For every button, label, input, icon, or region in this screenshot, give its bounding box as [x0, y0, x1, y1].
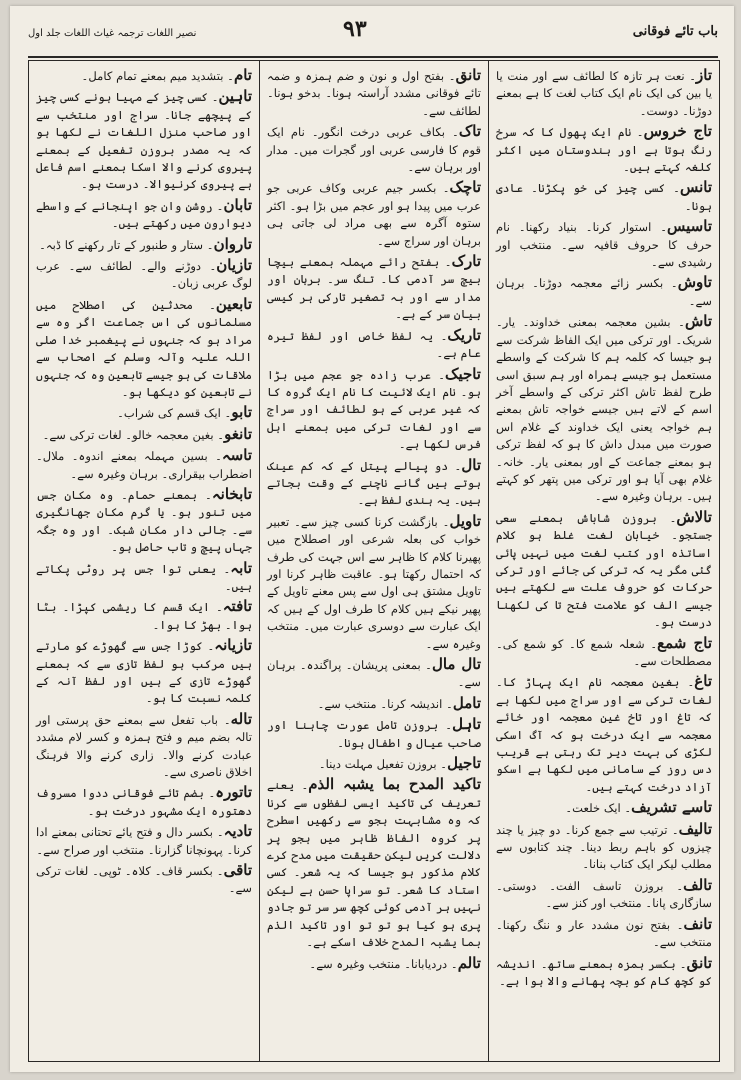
dictionary-entry: [36, 236, 252, 254]
entry-definition: ۔ کوڑا جس سے گھوڑے کو مارتے ہیں مرکب ہو لفظ تازی سے کہ بمعنے گھوڑے تازی کے ہیں اور لفظ آنہ کے کلمہ نسبت کا ہو۔: [36, 639, 252, 706]
entry-definition: ۔ روشن وان جو اپنجانے کے واسطے دیوارون میں رکھتے ہیں۔: [36, 198, 252, 231]
entry-headword: تاک: [458, 122, 481, 141]
entry-definition: ۔ بروزن تفعیل مہلت دینا۔: [318, 757, 448, 772]
entry-headword: تاز: [696, 66, 712, 84]
entry-headword: تاسے تشریف: [631, 798, 712, 817]
entry-headword: تارک: [451, 252, 481, 271]
dictionary-entry: [36, 296, 252, 401]
dictionary-entry: [36, 560, 252, 596]
entry-definition: ۔ شعلہ شمع کا۔ کو شمع کی۔ مصطلحات سے۔: [496, 636, 712, 668]
entry-headword: تابخانہ: [211, 484, 252, 503]
entry-definition: ۔ بکسر جیم عربی وکاف عربی جو عرب میں پیدا ہو اور عجم میں بڑا ہو۔ اکثر ستوہ آگرہ سے بھی مراد لی جاتی ہی برہان اور سراج سے۔: [267, 181, 481, 248]
entry-headword: تاج شمع: [657, 633, 712, 652]
dictionary-entry: [496, 821, 712, 874]
dictionary-entry: [267, 253, 481, 324]
dictionary-entry: [267, 776, 481, 951]
dictionary-entry: [267, 716, 481, 752]
entry-definition: ۔ دوڑنے والے۔ لطائف سے۔ عرب لوگ عربی زبان۔: [36, 259, 252, 291]
entry-definition: ۔ بسین مہملہ بمعنے اندوہ۔ ملال۔ اضطراب بیقراری۔ برہان وغیرہ سے۔: [36, 449, 252, 481]
dictionary-entry: [496, 179, 712, 215]
book-title: نصیر اللغات ترجمہ غیاث اللغات جلد اول: [28, 28, 197, 39]
entry-definition: ۔ دردیابانا۔ منتخب وغیرہ سے۔: [309, 956, 458, 971]
dictionary-entry: [267, 656, 481, 692]
entry-definition: ۔ عرب زادہ جو عجم میں بڑا ہو۔ نام ایک لائیت کا نام ایک گروہ کا کہ غیر عربی کے ہو لطائف اور سراج سے اور لغات ترکی میں بمعنے اہل فرس لکھا ہے۔: [267, 367, 481, 452]
dictionary-entry: [267, 67, 481, 120]
entry-headword: تاوش: [677, 273, 712, 292]
dictionary-entry: [36, 197, 252, 233]
entry-headword: تالیف: [678, 819, 712, 838]
entry-definition: ۔ بفتح اول و نون و ضم ہمزہ و ضمہ تائے فوقانی مشدد آراستہ ہونا۔ بدخو ہونا۔ لطائف سے۔: [267, 69, 481, 118]
entry-headword: تاقی: [223, 861, 252, 880]
entry-headword: تاہین: [218, 87, 252, 106]
dictionary-entry: [36, 637, 252, 708]
dictionary-entry: [36, 711, 252, 782]
dictionary-entry: [267, 457, 481, 510]
entry-headword: تاسہ: [221, 446, 252, 465]
dictionary-entry: [267, 755, 481, 773]
entry-definition: ۔ بازگشت کرنا کسی چیز سے۔ تعبیر خواب کی بعلہ شرعی اور اصطلاح میں پھیرنا کلام کا ظاہر سے اس جہت کی طرف کہ احتمال رکھتا ہو۔ عاقبت ظاہر کرنا اور تاویل مشتق ہی اول سے پس معنے تاویل کے پھیر نیکے ہیں کلام کا طرف اول کے ہیں کہ ایک عبارت سے دوسری عبارت میں۔ منتخب وغیرہ سے۔: [267, 514, 481, 651]
dictionary-entry: [36, 486, 252, 557]
entry-definition: ۔ بفتح نون مشدد عار و ننگ رکھنا۔ منتخب سے۔: [496, 917, 712, 950]
dictionary-entry: [36, 88, 252, 193]
dictionary-entry: [267, 123, 481, 176]
entry-headword: تانغو: [224, 424, 252, 443]
entry-definition: ۔ بغین معجمہ نام ایک پہاڑ کا۔ لغات ترکی سے اور سراج میں لکھا ہے کہ تاغ اور تاخ غین معجمہ اور خائے معجمہ سے ایک درخت ہو کہ آگ اسکی لکڑی کی بہت دیر تک رہتی ہے قریب دس روز کے سامانی میں لکھا ہے اسکو آزاد درخت کہتے ہیں۔: [496, 675, 712, 794]
page-number: ۹۳: [343, 16, 367, 42]
entry-definition: ۔ بکسر ہمزہ بمعنے ساتھ۔ اندیشہ کو کچھ کام کو بچہ پھانے والا ہوا ہے۔: [496, 956, 712, 988]
entry-headword: تاسیس: [667, 217, 712, 236]
dictionary-entry: [496, 274, 712, 310]
dictionary-entry: [496, 67, 712, 120]
entry-definition: ۔ کسی چیز کی خو پکڑنا۔ عادی ہونا۔: [496, 181, 712, 213]
entry-definition: ۔ ستار و طنبور کے تار رکھنے کا ڈبہ۔: [39, 237, 214, 252]
dictionary-entry: [267, 695, 481, 713]
entry-headword: تابعین: [215, 294, 252, 313]
entry-headword: تابان: [223, 195, 252, 214]
dictionary-entry: [496, 799, 712, 817]
dictionary-entry: [496, 916, 712, 952]
entry-headword: تانق: [455, 66, 481, 84]
dictionary-entry: [496, 673, 712, 796]
entry-definition: ۔ نام ایک پھول کا کہ سرخ رنگ ہوتا ہے اور ہندوستان میں اکثر کلغہ کہتے ہیں۔: [496, 125, 712, 175]
entry-definition: ۔ نعت ہر تازہ کا لطائف سے اور منت یا یا بین کی ایک نام ایک کتاب لغت کا ہے بمعنے دوڑنا۔ دوست۔: [496, 69, 712, 118]
dictionary-entry: [36, 598, 252, 634]
entry-definition: ۔ بکسر قاف۔ کلاہ۔ ٹوپی۔ لغات ترکی سے۔: [36, 864, 252, 896]
entry-definition: ۔ بکاف عربی درخت انگور۔ نام ایک قوم کا فارسی عربی اور گجرات میں۔ مدار اور برہان سے۔: [267, 125, 481, 175]
entry-definition: ۔ یعنے تعریف کی تاکید ایسی لفظوں سے کرنا کہ وہ مشابہت ہجو سے رکھیں اسطرح پر کروہ الفاظ ظاہر میں ہجو پر دلالت کریں لیکن حقیقت میں مدح کرے کلام مذکور ہو جیسا کہ یہ شعر۔ کسی استاد کا شعر۔ تو سراپا حسن ہے لیکن نہیں ہر آدمی کوئی کچھ سر سر تو جادو پری ہو کیا ہو تو تو اور تاکید الذم بما یشبہ المدح خلاف اسکے ہے۔: [267, 778, 481, 950]
entry-definition: ۔ بتشدید میم بمعنے تمام کامل۔: [81, 69, 234, 83]
dictionary-entry: [496, 509, 712, 632]
entry-definition: ۔ یہ لفظ خاص اور لفظ تیرہ عام ہے۔: [267, 328, 481, 361]
entry-headword: تالم: [457, 953, 481, 972]
entry-headword: تاکید المدح بما یشبہ الذم: [308, 775, 482, 794]
entry-definition: ۔ استوار کرنا۔ بنیاد رکھنا۔ نام حرف کا حروف قافیہ سے۔ منتخب اور رشیدی سے۔: [496, 220, 712, 270]
entry-headword: تالف: [683, 875, 712, 894]
entry-headword: تاویل: [449, 511, 481, 530]
chapter-title: باب تائے فوقانی: [632, 24, 718, 39]
entry-headword: تاش: [684, 312, 712, 331]
column-middle: [259, 61, 489, 1061]
entry-headword: تانف: [683, 914, 712, 933]
entry-definition: ۔ اندیشہ کرنا۔ منتخب سے۔: [317, 696, 453, 711]
entry-headword: تالاش: [676, 507, 712, 526]
entry-definition: ۔ بغین معجمہ خالو۔ لغات ترکی سے۔: [42, 427, 225, 442]
dictionary-entry: [36, 257, 252, 293]
entry-definition: ۔ بشین معجمہ بمعنی خداوند۔ یار۔ شریک۔ اور ترکی میں ایک الفاظ شرکت سے ہو جیسا کہ کلمہ ہم کا شرکت کے واسطے مستعمل ہو جیسے ہمراہ اور ہم سبق اسی طرح لفظ تاش اکثر ترکی کے واسطے آخر اسم کے لاتے ہیں جیسے خواجہ تاش بمعنے ہم خواجہ یعنی ایک خداوند کے غلام اس صورت میں مبدل داش کا ہو کہ لفظ ترکی ہو بمعنے جماعت کے اور بمعنی یار۔ خانہ۔ غلام بھی آیا ہو اور ترکی میں پتھر کو کہتے ہیں۔ برہان وغیرہ سے۔: [496, 315, 712, 504]
entry-headword: تاروان: [213, 234, 252, 253]
entry-definition: ۔ محدثین کی اصطلاح میں مسلمانوں کی اس جماعت اگر وہ سے مراد ہو کہ جنہوں نے پیغمبر خدا صلی اللہ علیہ وآلہ وسلم کے اصحاب سے ملاقات کی ہو جیسے تابعین وہ کہ جنہوں نے تابعین کو دیکھا ہو۔: [35, 297, 252, 399]
entry-headword: تاجیل: [447, 754, 481, 773]
dictionary-entry: [36, 823, 252, 859]
entry-definition: ۔ بروزن تامل عورت چاہنا اور صاحب عیال و اطفال ہونا۔: [267, 718, 481, 750]
dictionary-entry: [36, 67, 252, 85]
entry-definition: ۔ بمعنے حمام۔ وہ مکان جس میں تنور ہو۔ یا گرم مکان جھانگیری سے۔ جالی دار مکان شبک۔ اور وہ جگہ جہاں پیچ و تاب حاصل ہو۔: [36, 487, 252, 555]
column-left: [29, 61, 259, 1061]
dictionary-entry: [496, 635, 712, 671]
entry-headword: تام: [233, 66, 252, 84]
dictionary-entry: [496, 218, 712, 271]
entry-headword: تابہ: [230, 558, 252, 577]
dictionary-entry: [36, 404, 252, 422]
entry-definition: ۔ بضم تائے فوقانی ددوا مسروف دھتورہ ایک مشہور درخت ہو۔: [36, 786, 252, 818]
entry-headword: تابو: [231, 403, 252, 422]
page-header: [28, 16, 718, 58]
column-right: [489, 61, 719, 1061]
entry-definition: ۔ بروزن تاسف الفت۔ دوستی۔ سازگاری پانا۔ منتخب اور کنز سے۔: [496, 878, 712, 911]
entry-headword: تاجیک: [445, 364, 481, 383]
entry-headword: تاہل: [452, 715, 481, 734]
entry-definition: ۔ باب تفعل سے بمعنے حق پرستی اور تالہ بضم میم و فتح ہمزہ و کسر لام مشدد عبادت کرنے والا۔ زاری کرنے والا فرہنگ اخلاق ناصری سے۔: [36, 712, 252, 780]
entry-definition: ۔ ایک قسم کی شراب۔: [117, 406, 232, 421]
dictionary-entry: [496, 877, 712, 913]
dictionary-entry: [496, 955, 712, 991]
text-columns: [28, 60, 720, 1062]
entry-headword: تادیہ: [223, 822, 252, 841]
dictionary-entry: [496, 123, 712, 176]
entry-headword: تامل: [452, 693, 481, 712]
dictionary-entry: [267, 955, 481, 973]
entry-headword: تاله: [230, 709, 252, 728]
dictionary-entry: [267, 179, 481, 250]
entry-definition: ۔ بکسر زائے معجمہ دوڑنا۔ برہان سے۔: [496, 276, 712, 308]
dictionary-page: [10, 6, 734, 1072]
dictionary-entry: [36, 862, 252, 898]
entry-definition: ۔ ایک خلعت۔: [565, 801, 632, 816]
entry-definition: ۔ ایک قسم کا ریشمی کپڑا۔ بٹا ہوا۔ بھڑ کا ہوا۔: [36, 600, 252, 632]
entry-definition: ۔ یعنی توا جس پر روٹی پکاتے ہیں۔: [36, 561, 252, 593]
dictionary-entry: [36, 784, 252, 820]
entry-headword: تاج خروس: [643, 122, 712, 141]
entry-headword: تازیانہ: [214, 636, 252, 655]
entry-headword: تال مال: [431, 655, 481, 673]
entry-headword: تاچک: [449, 178, 481, 197]
entry-headword: تافتہ: [222, 597, 252, 616]
entry-definition: ۔ بفتح رائے مہملہ بمعنے بیچا بیچ سر آدمی کا۔ تنگ سر۔ برہان اور مدار سے اور بہ تصغیر تارکی ہر کیسی بیان سر کے ہے۔: [267, 255, 481, 322]
entry-definition: ۔ بمعنی پریشان۔ پراگندہ۔ برہان سے۔: [267, 658, 481, 690]
dictionary-entry: [36, 447, 252, 483]
dictionary-entry: [36, 426, 252, 444]
dictionary-entry: [267, 513, 481, 653]
dictionary-entry: [267, 327, 481, 363]
entry-headword: تاریک: [447, 325, 481, 344]
entry-definition: ۔ بروزن شاباش بمعنے سعی جستجو۔ خیابان لغت غلط ہو کلام اساتذہ اور کتب لغت میں نہیں پائی گئی مگر یہ کہ ترکی کی جائے اور ترکی حرکات کو حروف علت سے لکھتے ہیں جیسے الف کو علامت فتح تا کی لکھنا درست ہو۔: [496, 510, 712, 630]
entry-definition: ۔ ترتیب سے جمع کرنا۔ دو چیز یا چند چیزوں کو باہم ربط دینا۔ چند کتابوں سے مطلب لیکر ایک کتاب بنانا۔: [496, 822, 712, 872]
entry-definition: ۔ کسی چیز کے مہیا ہونے کسی چیز کے پیچھے جانا۔ سراج اور منتخب سے اور صاحب منزل اللغات نے لکھا ہو کہ یہ مصدر بروزن تفعیل کے بمعنے پیروی کرنے والا اسکا بمعنے اسم فاعل ہے پیروی کرنیوالا۔ درست ہو۔: [36, 90, 252, 192]
entry-headword: تاغ: [694, 672, 712, 691]
entry-headword: تانس: [679, 178, 712, 197]
dictionary-entry: [267, 366, 481, 454]
entry-definition: ۔ بکسر دال و فتح یائے تحتانی بمعنے ادا کرنا۔ پہونچانا گزارنا۔ منتخب اور صراح سے۔: [36, 825, 252, 857]
entry-definition: ۔ دو پیالے پیتل کے کہ کم عینک ہوتے ہیں گانے ناچنے کے وقت بجاتے ہیں۔ یہ ہندی لفظ ہے۔: [267, 458, 481, 508]
entry-headword: تازیان: [216, 256, 252, 275]
entry-headword: تانق: [686, 953, 712, 972]
entry-headword: تاتورہ: [215, 783, 252, 802]
entry-headword: تال: [461, 455, 481, 474]
dictionary-entry: [496, 313, 712, 505]
